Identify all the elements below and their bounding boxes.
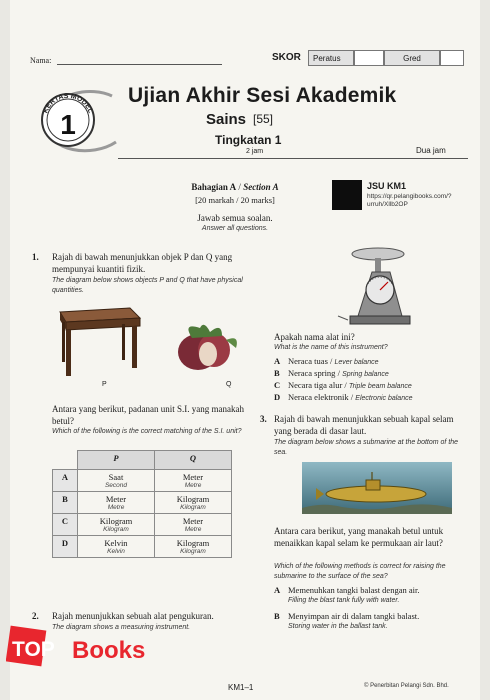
subject-name: Sains: [206, 111, 247, 128]
section-marks: [20 markah / 20 marks]: [195, 195, 275, 205]
option-label: B: [53, 492, 78, 514]
q2-option-c[interactable]: C Necara tiga alur / Triple beam balance: [274, 380, 412, 390]
page-number: KM1–1: [228, 683, 254, 692]
duration-short: 2 jam: [246, 148, 264, 155]
q1-answer-table: [52, 450, 232, 558]
paper-model-badge: [32, 82, 124, 156]
option-label: C: [53, 514, 78, 536]
score-label: SKOR: [272, 52, 301, 63]
label-p: P: [102, 381, 107, 388]
publisher-credit: © Penerbitan Pelangi Sdn. Bhd.: [364, 683, 449, 689]
grade-input-box[interactable]: [440, 50, 464, 66]
q1-ask-ms: Antara yang berikut, padanan unit S.I. yang manakah betul?: [52, 404, 244, 426]
table-row[interactable]: C Kilogram Kilogram Meter Metre: [53, 514, 232, 536]
q2-text-en: The diagram shows a measuring instrument.: [52, 624, 191, 631]
name-field-line[interactable]: [57, 64, 222, 65]
q3-number: 3.: [260, 414, 267, 424]
q3-option-b[interactable]: B Menyimpan air di dalam tangki balast. Storing water in the ballast tank.: [274, 611, 420, 630]
qr-code[interactable]: [332, 180, 362, 210]
badge-arc-text: KERTAS MODEL: [42, 92, 94, 115]
col-header-q: Q: [155, 451, 232, 470]
wooden-table-illustration: [52, 306, 142, 378]
table-row[interactable]: B Meter Metre Kilogram Kilogram: [53, 492, 232, 514]
col-header-p: P: [78, 451, 155, 470]
table-row[interactable]: A Saat Second Meter Metre: [53, 470, 232, 492]
topbooks-logo: [6, 622, 156, 674]
q2-option-b[interactable]: B Neraca spring / Spring balance: [274, 368, 389, 378]
table-row[interactable]: D Kelvin Kelvin Kilogram Kilogram: [53, 536, 232, 558]
q1-text-ms: Rajah di bawah menunjukkan objek P dan Q yang mempunyai kuantiti fizik.: [52, 252, 233, 274]
q3-text-en: The diagram below shows a submarine at the bottom of the sea.: [274, 439, 459, 456]
q1-text-en: The diagram below shows objects P and Q that have physical quantities.: [52, 277, 243, 294]
section-heading: Bahagian A / Section A: [191, 182, 279, 192]
jsu-title: JSU KM1: [367, 181, 407, 191]
bleed-through-texture: [342, 0, 472, 260]
name-label: Nama:: [30, 56, 52, 65]
exam-title: Ujian Akhir Sesi Akademik: [128, 84, 397, 107]
subject-code: [55]: [253, 112, 274, 126]
option-label: A: [53, 470, 78, 492]
instruction-en: Answer all questions.: [201, 225, 269, 232]
q2-option-d[interactable]: D Neraca elektronik / Electronic balance: [274, 392, 413, 402]
percentage-input-box[interactable]: [354, 50, 384, 66]
table-corner: [53, 451, 78, 470]
form-level: Tingkatan 1: [215, 133, 282, 147]
q3-option-a[interactable]: A Memenuhkan tangki balast dengan air. Filling the blast tank fully with water.: [274, 585, 420, 604]
percentage-label-box: Peratus: [308, 50, 354, 66]
q2-text-ms: Rajah menunjukkan sebuah alat pengukuran.: [52, 611, 214, 621]
q3-ask-en: Which of the following methods is correct for raising the submarine to the surface of the sea?: [274, 563, 446, 580]
q2-ask-en: What is the name of this instrument?: [274, 344, 388, 351]
instruction-ms: Jawab semua soalan.: [197, 213, 273, 223]
q2-number: 2.: [32, 611, 39, 621]
q3-ask-ms: Antara cara berikut, yang manakah betul untuk menaikkan kapal selam ke permukaan air laut?: [274, 526, 444, 548]
label-q: Q: [226, 381, 232, 388]
submarine-illustration: [302, 462, 452, 514]
logo-top-text: TOP: [12, 638, 55, 661]
q2-option-a[interactable]: A Neraca tuas / Lever balance: [274, 356, 379, 366]
q2-ask-ms: Apakah nama alat ini?: [274, 332, 355, 342]
title-divider: [118, 158, 468, 159]
logo-books-text: Books: [72, 637, 146, 664]
q1-ask-en: Which of the following is the correct matching of the S.I. unit?: [52, 428, 242, 435]
vegetable-illustration: [170, 318, 242, 376]
q3-text-ms: Rajah di bawah menunjukkan sebuah kapal selam yang berada di dasar laut.: [274, 414, 454, 436]
exam-page: [10, 0, 480, 700]
jsu-url[interactable]: https://qr.pelangibooks.com/?urruh/Xllb2OP: [367, 193, 452, 208]
option-label: D: [53, 536, 78, 558]
duration-long: Dua jam: [416, 146, 446, 155]
grade-label-box: Gred: [384, 50, 440, 66]
spring-balance-illustration: [328, 244, 424, 328]
badge-number: 1: [60, 109, 76, 140]
q1-number: 1.: [32, 252, 39, 262]
